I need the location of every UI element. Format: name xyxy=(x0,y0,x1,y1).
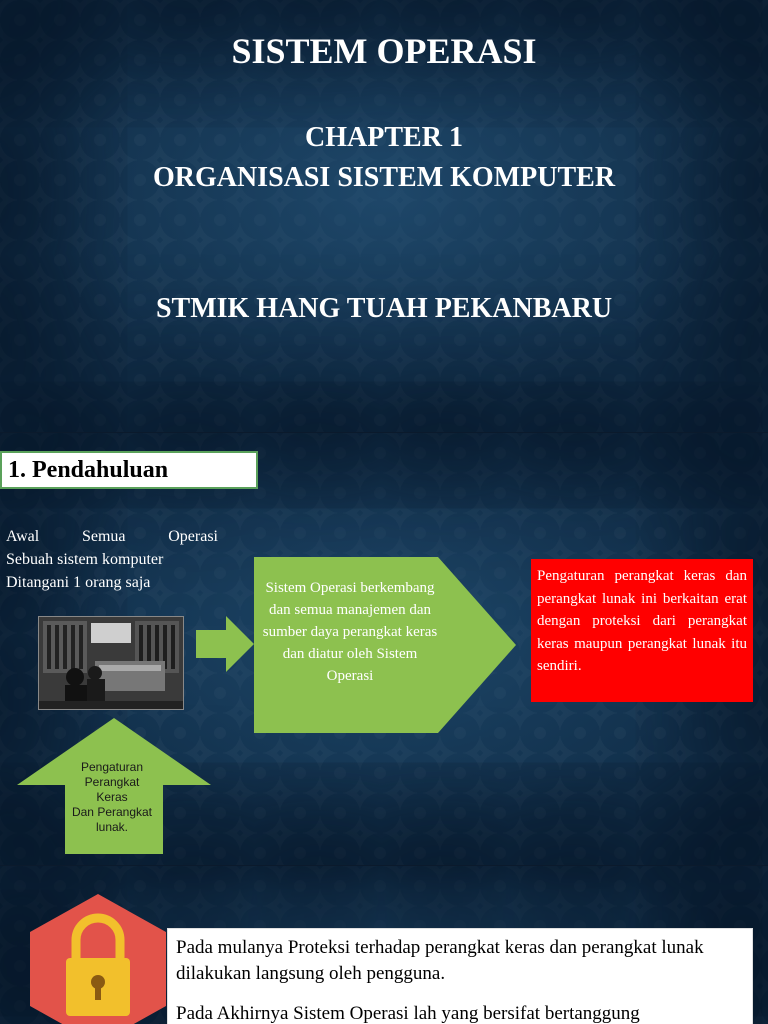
intro-word: Awal xyxy=(6,528,40,545)
up-arrow-line: lunak. xyxy=(95,820,129,834)
hexagon-badge xyxy=(30,894,166,1024)
up-arrow-text xyxy=(62,760,162,835)
protection-paragraph-1: Pada mulanya Proteksi terhadap perangkat keras dan perangkat lunak dilakukan langsung oleh pengguna. xyxy=(176,937,704,984)
chapter-heading: CHAPTER 1 xyxy=(305,122,463,153)
protection-text-box xyxy=(167,928,753,1024)
intro-line-1 xyxy=(6,525,218,548)
intro-text xyxy=(6,525,218,594)
up-arrow-line: Perangkat xyxy=(84,775,140,789)
intro-word: Semua xyxy=(81,528,126,545)
chapter-subtitle: ORGANISASI SISTEM KOMPUTER xyxy=(152,162,616,193)
slide-title: SISTEM OPERASI xyxy=(231,31,537,71)
right-arrow-small xyxy=(196,616,254,672)
title-slide xyxy=(0,0,768,432)
up-arrow-line: Keras xyxy=(96,790,128,804)
intro-line-3: Ditangani 1 orang saja xyxy=(6,574,151,591)
intro-slide xyxy=(0,433,768,865)
section-heading: 1. Pendahuluan xyxy=(0,451,258,489)
intro-word: Operasi xyxy=(168,528,218,545)
protection-paragraph-2: Pada Akhirnya Sistem Operasi lah yang bersifat bertanggung xyxy=(176,1003,640,1024)
up-arrow-line: Pengaturan xyxy=(80,760,144,774)
protection-note: Pengaturan perangkat keras dan perangkat lunak ini berkaitan erat dengan proteksi dari perangkat keras maupun perangkat lunak itu sendiri. xyxy=(531,559,753,702)
up-arrow-line: Dan Perangkat xyxy=(71,805,153,819)
intro-line-2: Sebuah sistem komputer xyxy=(6,551,164,568)
arrow-text: Sistem Operasi berkembang dan semua manajemen dan sumber daya perangkat keras dan diatur oleh Sistem Operasi xyxy=(262,580,438,684)
institution-name: STMIK HANG TUAH PEKANBARU xyxy=(155,293,613,324)
early-computer-photo xyxy=(38,616,184,710)
protection-slide xyxy=(0,866,768,1024)
